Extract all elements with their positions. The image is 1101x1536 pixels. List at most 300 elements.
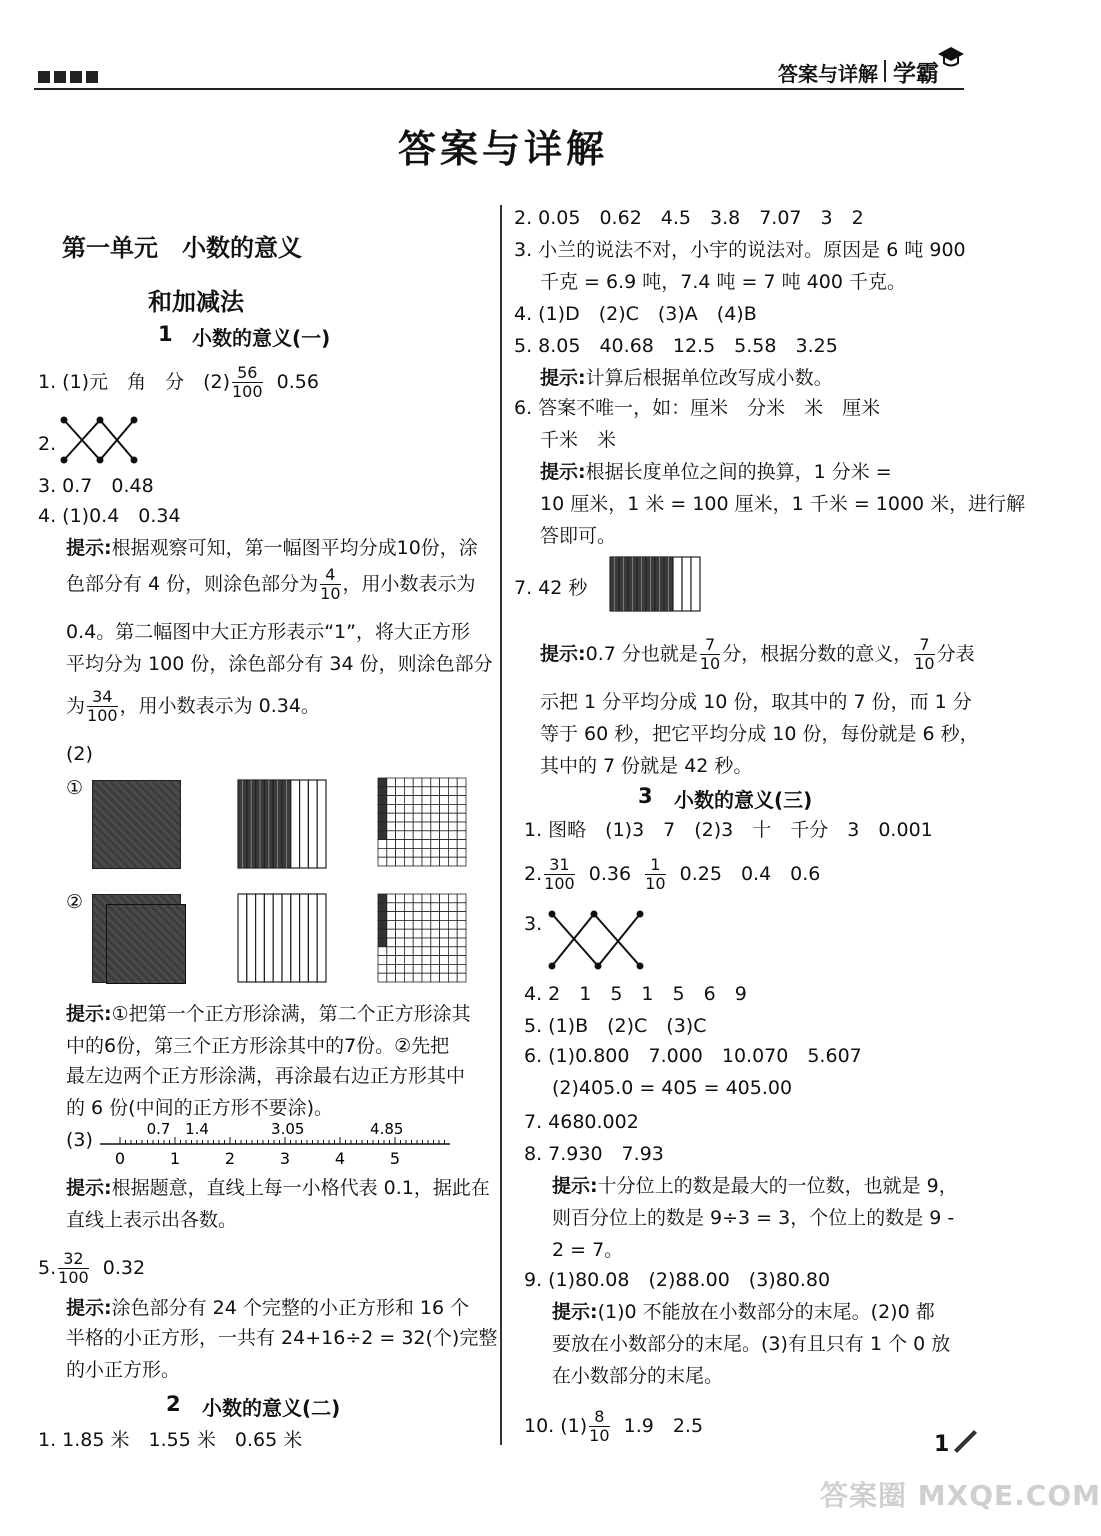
q4-frac1-num: 4 [320,566,340,585]
grid-cell [396,947,405,956]
grid-cell [387,973,396,982]
section-2-number: 2 [166,1392,181,1416]
q4-2-hint-line4: 的 6 份(中间的正方形不要涂)。 [66,1097,333,1119]
s3-q8-hint-line1 [552,1174,958,1198]
q4-frac2-den: 100 [87,706,118,725]
s3-q2-fraction-31-100 [544,856,575,893]
grid-cell [378,778,387,787]
section-1-number: 1 [158,322,173,346]
column-cell [308,894,317,982]
s3-q6-line1: 6. (1)0.800 7.000 10.070 5.607 [524,1045,862,1067]
s2-q6-hint-line3: 答即可。 [540,525,617,547]
grid-cell [413,956,422,965]
s3-q2-f1-den: 100 [544,874,575,893]
grid-cell [387,929,396,938]
s2-q3-line1: 3. 小兰的说法不对，小宇的说法对。原因是 6 吨 900 [514,239,966,261]
s3-q9-hint-line2: 要放在小数部分的末尾。(3)有且只有 1 个 0 放 [552,1333,951,1355]
grid-cell [396,804,405,813]
hint-label: 提示: [540,643,586,665]
s2-q1-answer: 1. 1.85 米 1.55 米 0.65 米 [38,1429,303,1451]
square-34-of-100-grid [378,778,468,868]
watermark: 答案圈 MXQE.COM [820,1479,1101,1512]
s3-q9-hint-line1 [552,1300,935,1324]
unit-title-line2: 和加减法 [148,288,244,316]
grid-cell [422,831,431,840]
grid-cell [396,956,405,965]
s2-q7-fraction-b [914,636,934,673]
hint-label: 提示: [540,461,586,483]
grid-cell [440,822,449,831]
s2-q6-hint-line1 [540,460,892,484]
grid-cell [448,938,457,947]
grid-cell [431,964,440,973]
column-cell [317,894,326,982]
hint-label: 提示: [552,1175,598,1197]
q4-hint-text2a: 色部分有 4 份，则涂色部分为 [66,573,319,595]
hint-label: 提示: [66,1177,112,1199]
grid-cell [431,894,440,903]
q4-hint-text5a: 为 [66,695,86,717]
s3-q2-f2-den: 10 [645,874,666,893]
grid-cell [387,840,396,849]
s3-q2-mid: 0.36 [588,863,632,885]
s2-q7-hint-text1c: 分表 [936,643,975,665]
grid-cell [378,831,387,840]
q5-line [38,1250,145,1287]
s3-q10-line [524,1408,703,1445]
q4-3-hint-text1: 根据题意，直线上每一小格代表 0.1，据此在 [111,1177,490,1199]
q4-hint-text5b: ，用小数表示为 0.34。 [119,695,320,717]
column-cell [673,557,682,611]
grid-cell [413,938,422,947]
q5-hint-line2: 半格的小正方形，一共有 24+16÷2 = 32(个)完整 [66,1327,498,1349]
header-squares [38,68,98,87]
grid-cell [457,796,466,805]
grid-cell [396,822,405,831]
grid-cell [387,813,396,822]
s2-q5-hint-text: 计算后根据单位改写成小数。 [585,367,833,389]
grid-cell [457,822,466,831]
grid-cell [431,840,440,849]
grid-cell [378,840,387,849]
q1-frac-num: 56 [232,364,263,383]
grid-cell [440,857,449,866]
hint-label: 提示: [552,1301,598,1323]
q5-decimal: 0.32 [102,1257,146,1279]
grid-cell [457,787,466,796]
grid-cell [387,938,396,947]
q4-part3-label: (3) [66,1129,93,1151]
q4-2-hint-line1 [66,1002,471,1026]
grid-cell [422,813,431,822]
grid-cell [422,840,431,849]
grid-cell [431,920,440,929]
grid-cell [431,929,440,938]
grid-cell [387,796,396,805]
q5-label: 5. [38,1257,57,1279]
s2-q7-hint-line4: 其中的 7 份就是 42 秒。 [540,755,753,777]
q4-hint-line5 [66,688,320,725]
s3-q5-answer: 5. (1)B (2)C (3)C [524,1015,707,1037]
q4-frac1-den: 10 [320,584,341,603]
grid-cell [431,787,440,796]
grid-cell [404,973,413,982]
q4-2-hint-line2: 中的6份，第三个正方形涂其中的7份。②先把 [66,1035,450,1057]
grid-cell [378,912,387,921]
grid-cell [404,796,413,805]
s3-q8-hint-text1: 十分位上的数是最大的一位数，也就是 9， [597,1175,958,1197]
s2-q7-fraction-a [700,636,720,673]
grid-cell [404,938,413,947]
grid-cell [387,787,396,796]
column-cell [273,894,282,982]
s3-q10-label: 10. (1) [524,1415,588,1437]
grid-cell [457,778,466,787]
grid-cell [448,787,457,796]
grid-cell [448,804,457,813]
header-separator [884,60,886,82]
number-line-mark-label: 0.7 [146,1120,171,1138]
square-partial-grid [378,894,468,984]
grid-cell [387,903,396,912]
number-line-tick-label: 5 [389,1149,401,1168]
q4-answer: 4. (1)0.4 0.34 [38,505,181,527]
s2-q7-hint-text1b: 分，根据分数的意义， [722,643,913,665]
grid-cell [422,787,431,796]
grid-cell [404,804,413,813]
grid-cell [440,813,449,822]
grid-cell [457,938,466,947]
s2-q7-bar-7-of-10 [610,557,702,613]
page-title: 答案与详解 [398,127,609,171]
s2-q7-answer: 7. 42 秒 [514,577,588,599]
hint-label: 提示: [540,367,586,389]
s2-q5-hint [540,366,833,390]
s3-q3-matching-diagram [548,910,648,970]
grid-cell [448,947,457,956]
grid-cell [387,920,396,929]
number-line-tick-label: 4 [334,1149,346,1168]
grid-cell [396,840,405,849]
grid-cell [448,840,457,849]
grid-cell [396,848,405,857]
q2-matching-diagram [60,416,140,466]
s3-q2-f2-num: 1 [645,856,665,875]
q5-hint-text1: 涂色部分有 24 个完整的小正方形和 16 个 [111,1297,470,1319]
number-line-mark-label: 4.85 [370,1120,404,1138]
column-cell [308,780,317,868]
s2-q7-hint-line3: 等于 60 秒，把它平均分成 10 份，每份就是 6 秒， [540,723,979,745]
grid-cell [413,912,422,921]
circle-two-label: ② [66,891,84,913]
grid-cell [396,903,405,912]
q5-frac-den: 100 [58,1268,89,1287]
grid-cell [404,822,413,831]
q1-frac-den: 100 [232,382,263,401]
section-2-title: 小数的意义(二) [202,1396,341,1420]
grid-cell [404,831,413,840]
square-fully-shaded-front [106,904,186,984]
grid-cell [378,903,387,912]
grid-cell [378,964,387,973]
column-cell [300,780,309,868]
grid-cell [378,947,387,956]
hint-label: 提示: [66,1003,112,1025]
column-cell [256,894,265,982]
grid-cell [440,804,449,813]
grid-cell [431,831,440,840]
grid-cell [404,903,413,912]
grid-cell [422,796,431,805]
grid-cell [422,778,431,787]
q4-hint-line2 [66,566,476,603]
grid-cell [431,973,440,982]
grid-cell [431,848,440,857]
hint-label: 提示: [66,1297,112,1319]
s3-q2-fraction-1-10 [645,856,665,893]
s3-q9-hint-line3: 在小数部分的末尾。 [552,1365,724,1387]
grid-cell [404,964,413,973]
grid-cell [448,857,457,866]
hint-label: 提示: [66,537,112,559]
grid-cell [413,796,422,805]
grid-cell [422,938,431,947]
square-unshaded-columns [238,894,328,984]
grid-cell [387,894,396,903]
grid-cell [404,912,413,921]
grid-cell [431,857,440,866]
header-section-label: 答案与详解 [778,62,878,86]
q1-text: 1. (1)元 角 分 (2) [38,371,230,393]
grid-cell [448,778,457,787]
s3-q6-line2: (2)405.0 = 405 = 405.00 [552,1077,793,1099]
column-cell [291,894,300,982]
number-line-tick-label: 0 [114,1149,126,1168]
grid-cell [440,787,449,796]
grid-cell [378,857,387,866]
s2-q7-frac-num: 7 [914,636,934,655]
q1-line [38,364,319,401]
grid-cell [448,920,457,929]
grid-cell [431,822,440,831]
grid-cell [457,894,466,903]
grid-cell [413,903,422,912]
grid-cell [440,912,449,921]
grid-cell [378,813,387,822]
s2-q3-line2: 千克 = 6.9 吨，7.4 吨 = 7 吨 400 千克。 [540,271,906,293]
q4-fraction-34-100 [87,688,118,725]
q4-2-hint-text1: ①把第一个正方形涂满，第二个正方形涂其 [111,1003,471,1025]
grid-cell [378,938,387,947]
s2-q7-frac-den: 10 [914,654,935,673]
q4-3-hint-line2: 直线上表示出各数。 [66,1209,238,1231]
grid-cell [378,804,387,813]
square-6-of-10-columns [238,780,328,870]
grid-cell [404,947,413,956]
s2-q7-hint-text1a: 0.7 分也就是 [585,643,698,665]
s3-q8-answer: 8. 7.930 7.93 [524,1143,664,1165]
grid-cell [422,912,431,921]
grid-cell [396,787,405,796]
grid-cell [457,929,466,938]
grid-cell [431,938,440,947]
q3-answer: 3. 0.7 0.48 [38,475,154,497]
q1-decimal: 0.56 [276,371,319,393]
grid-cell [457,956,466,965]
grid-cell [396,929,405,938]
number-line-mark-label: 1.4 [185,1120,209,1138]
grid-cell [440,778,449,787]
grid-cell [413,778,422,787]
s3-q10-rest: 1.9 2.5 [623,1415,704,1437]
grid-cell [457,903,466,912]
grid-cell [387,964,396,973]
s3-q2-end: 0.25 0.4 0.6 [679,863,821,885]
grid-cell [457,964,466,973]
s3-q9-hint-text1: (1)0 不能放在小数部分的末尾。(2)0 都 [597,1301,935,1323]
grid-cell [396,796,405,805]
section-1-title: 小数的意义(一) [192,326,331,350]
grid-cell [440,929,449,938]
q4-2-hint-line3: 最左边两个正方形涂满，再涂最右边正方形其中 [66,1065,466,1087]
q4-fraction-4-10 [320,566,340,603]
s3-q9-answer: 9. (1)80.08 (2)88.00 (3)80.80 [524,1269,831,1291]
grid-cell [413,787,422,796]
grid-cell [440,796,449,805]
grid-cell [422,964,431,973]
grid-cell [422,848,431,857]
s2-q6-hint-line2: 10 厘米，1 米 = 100 厘米，1 千米 = 1000 米，进行解 [540,493,1026,515]
grid-cell [440,840,449,849]
column-cell [691,557,700,611]
grid-cell [422,894,431,903]
number-line [100,1120,460,1172]
grid-cell [378,956,387,965]
grid-cell [448,831,457,840]
grid-cell [378,920,387,929]
grid-cell [396,894,405,903]
grid-cell [457,857,466,866]
s2-q5-answer: 5. 8.05 40.68 12.5 5.58 3.25 [514,335,838,357]
grid-cell [413,920,422,929]
grid-cell [413,964,422,973]
s3-q1-answer: 1. 图略 (1)3 7 (2)3 十 千分 3 0.001 [524,819,933,841]
grid-cell [448,894,457,903]
grid-cell [387,956,396,965]
q5-frac-num: 32 [58,1250,89,1269]
grid-cell [448,956,457,965]
grid-cell [431,956,440,965]
grid-cell [404,929,413,938]
grid-cell [396,778,405,787]
grid-cell [387,947,396,956]
grid-cell [457,804,466,813]
number-line-tick-label: 2 [224,1149,236,1168]
grid-cell [448,912,457,921]
grid-cell [413,947,422,956]
grid-cell [387,804,396,813]
grid-cell [422,973,431,982]
column-cell [282,894,291,982]
s3-q2-line [524,856,820,893]
grid-cell [413,848,422,857]
q5-fraction [58,1250,89,1287]
grid-cell [413,840,422,849]
section-3-title: 小数的意义(三) [674,788,813,812]
grid-cell [448,813,457,822]
s3-q7-answer: 7. 4680.002 [524,1111,639,1133]
column-cell [264,894,273,982]
grid-cell [396,831,405,840]
grid-cell [404,787,413,796]
q5-hint-line1 [66,1296,469,1320]
s2-q6-line2: 千米 米 [540,429,617,451]
grid-cell [396,973,405,982]
s3-q3-label: 3. [524,913,543,935]
grid-cell [457,813,466,822]
circle-one-label: ① [66,777,84,799]
grid-cell [457,947,466,956]
column-cell [247,894,256,982]
square-fully-shaded [92,780,181,869]
s2-q7-frac-num: 7 [700,636,720,655]
grid-cell [378,848,387,857]
grid-cell [396,920,405,929]
grid-cell [387,778,396,787]
grid-cell [404,894,413,903]
q4-part2-label: (2) [66,743,93,765]
grid-cell [413,804,422,813]
number-line-tick-label: 1 [169,1149,181,1168]
grid-cell [404,778,413,787]
grid-cell [457,912,466,921]
column-cell [300,894,309,982]
grid-cell [440,973,449,982]
grid-cell [431,778,440,787]
q4-frac2-num: 34 [87,688,118,707]
grid-cell [422,920,431,929]
s2-q2-answer: 2. 0.05 0.62 4.5 3.8 7.07 3 2 [514,207,864,229]
grid-cell [378,787,387,796]
grid-cell [431,903,440,912]
grid-cell [422,903,431,912]
grid-cell [396,813,405,822]
s2-q4-answer: 4. (1)D (2)C (3)A (4)B [514,303,757,325]
grid-cell [387,848,396,857]
grid-cell [413,929,422,938]
s2-q6-hint-text1: 根据长度单位之间的换算，1 分米 = [585,461,892,483]
grid-cell [413,857,422,866]
s3-q2-f1-num: 31 [544,856,575,875]
grid-cell [448,822,457,831]
grid-cell [396,938,405,947]
grid-cell [431,912,440,921]
column-cell [238,894,247,982]
grid-cell [440,903,449,912]
header-rule [34,88,964,90]
grid-cell [404,857,413,866]
grid-cell [387,831,396,840]
grid-cell [431,947,440,956]
q2-label: 2. [38,433,57,455]
q4-hint-text2b: ，用小数表示为 [342,573,476,595]
grid-cell [378,973,387,982]
column-cell [317,780,326,868]
s3-q8-hint-line3: 2 = 7。 [552,1239,624,1261]
grid-cell [422,804,431,813]
grid-cell [457,920,466,929]
grid-cell [448,848,457,857]
